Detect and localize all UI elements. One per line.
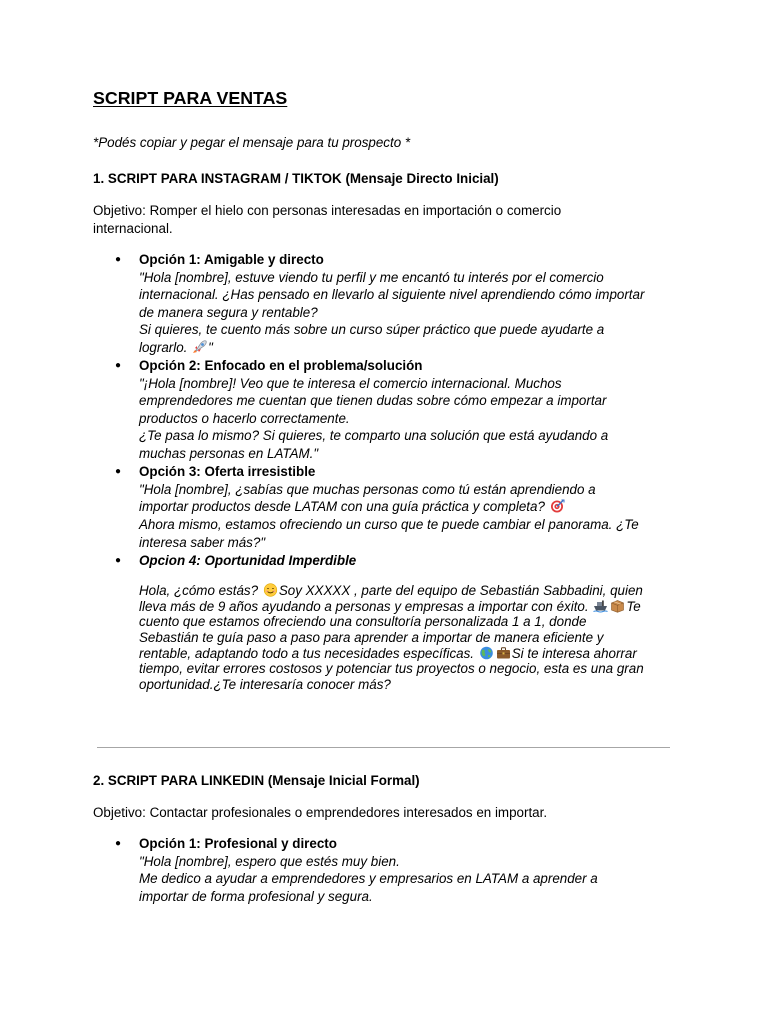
options-list — [93, 835, 683, 906]
section-divider — [97, 747, 670, 748]
option-text: "¡Hola [nombre]! Veo que te interesa el comercio internacional. Muchos emprendedores me cuentan que tienen dudas sobre cómo empezar a importar productos o hacerlo correctamente. ¿Te pasa lo mismo? Si quieres, te comparto una solución que está ayudando a muchas personas en LATAM." — [139, 375, 609, 462]
globe-icon — [479, 646, 494, 660]
option-text: "Hola [nombre], estuve viendo tu perfil y me encantó tu interés por el comercio internacional. ¿Has pensado en llevarlo al siguiente nivel aprendiendo cómo importar de manera segura y rentable? Si quieres, te cuento más sobre un curso súper práctico que puede ayudarte a lograrlo. " — [139, 269, 645, 355]
option-title: ● Opción 1: Profesional y directo — [139, 836, 337, 851]
option-title: ● Opción 3: Oferta irresistible — [139, 464, 316, 480]
option-text: "Hola [nombre], espero que estés muy bien. Me dedico a ayudar a emprendedores y empresarios en LATAM a aprender a importar de forma profesional y segura. — [139, 853, 598, 904]
list-item-option-1 — [93, 251, 683, 357]
ship-icon — [593, 599, 608, 613]
option-title: ● Opcion 4: Oportunidad Imperdible — [139, 552, 357, 568]
section-heading-instagram-tiktok: 1. SCRIPT PARA INSTAGRAM / TIKTOK (Mensaje Directo Inicial) — [93, 171, 499, 186]
page-title: SCRIPT PARA VENTAS — [93, 88, 288, 108]
section-heading-linkedin: 2. SCRIPT PARA LINKEDIN (Mensaje Inicial Formal) — [93, 773, 420, 788]
option-title: ● Opción 2: Enfocado en el problema/solución — [139, 358, 423, 374]
option-text: "Hola [nombre], ¿sabías que muchas personas como tú están aprendiendo a importar productos desde LATAM con una guía práctica y completa? Ahora mismo, estamos ofreciendo un curso que te puede cambiar el panorama. ¿Te interesa saber más?" — [139, 481, 639, 550]
rocket-icon — [192, 340, 207, 354]
option-text: Hola, ¿cómo estás? Soy XXXXX , parte del equipo de Sebastián Sabbadini, quien lleva más de 9 años ayudando a personas y empresas a importar con éxito. Te cuento que estamos ofreciendo una consultoría personalizada 1 a 1, donde Sebastián te guía paso a paso para aprender a importar de manera eficiente y rentable, adaptando todo a tus necesidades específicas. Si te interesa ahorrar tiempo, evitar errores costosos y potenciar tus proyectos o negocio, esta es una gran oportunidad.¿Te interesaría conocer más? — [139, 583, 644, 692]
list-item-option-4 — [93, 552, 683, 693]
section-objective: Objetivo: Romper el hielo con personas interesadas en importación o comercio internacional. — [93, 203, 562, 236]
list-item-option-2 — [93, 357, 683, 463]
target-icon — [550, 499, 565, 513]
options-list — [93, 251, 683, 693]
package-icon — [610, 599, 625, 613]
list-item-option-1 — [93, 835, 683, 905]
section-objective: Objetivo: Contactar profesionales o emprendedores interesados en importar. — [93, 805, 548, 820]
option-title: ● Opción 1: Amigable y directo — [139, 252, 324, 267]
smiling-face-icon — [263, 583, 278, 597]
intro-note: *Podés copiar y pegar el mensaje para tu prospecto * — [93, 135, 411, 150]
briefcase-icon — [496, 646, 511, 660]
list-item-option-3 — [93, 463, 683, 551]
